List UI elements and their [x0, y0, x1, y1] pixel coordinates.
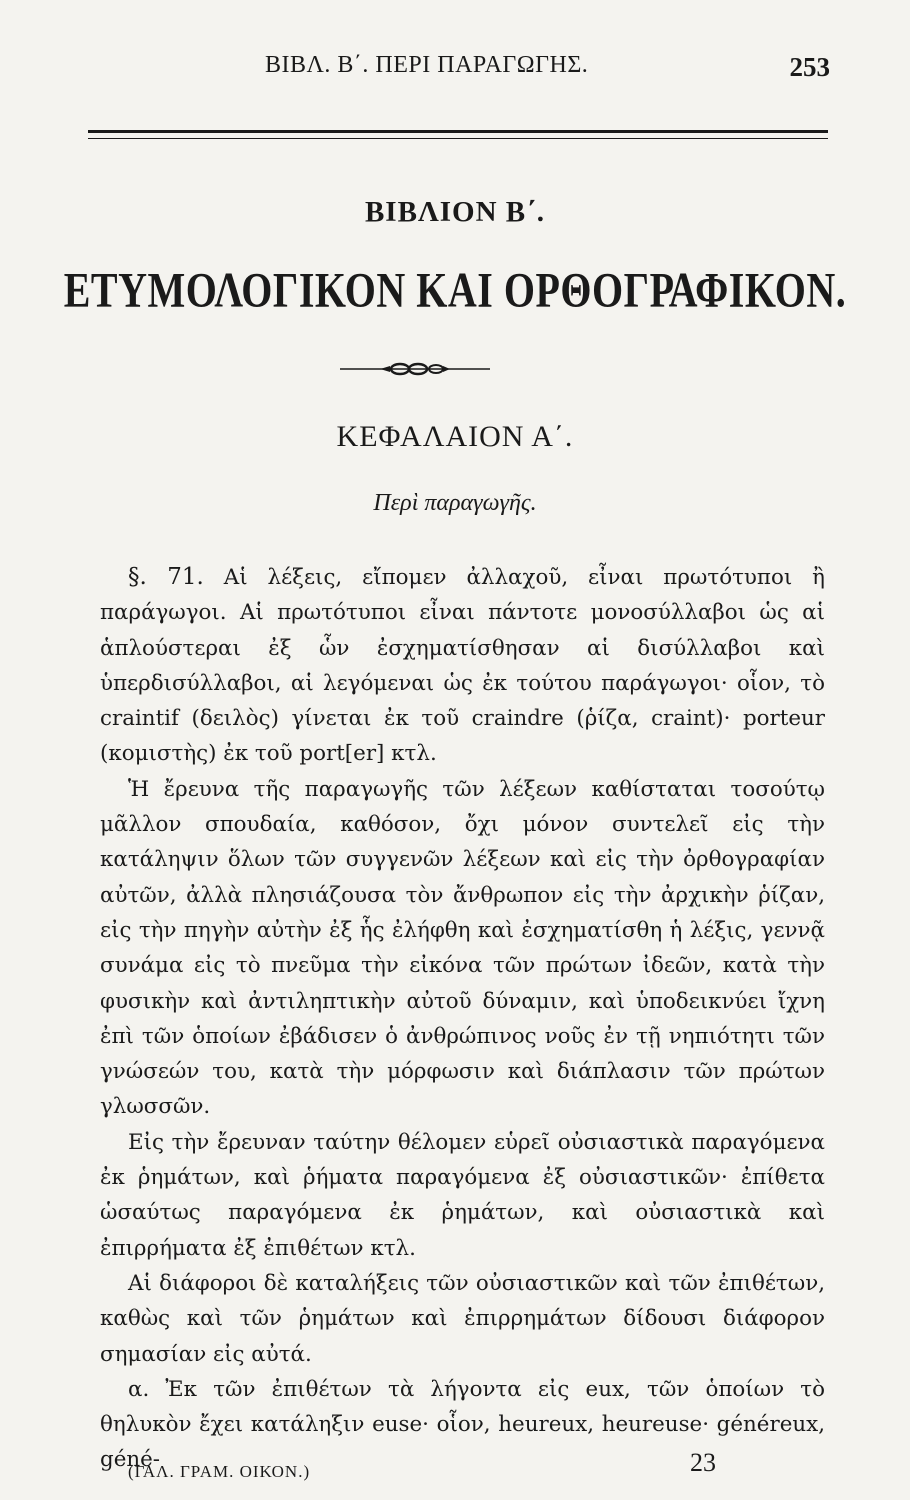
book-subtitle: ΕΤΥΜΟΛΟΓΙΚΟΝ ΚΑΙ ΟΡΘΟΓΡΑΦΙΚΟΝ.	[63, 261, 847, 318]
running-head	[90, 52, 830, 92]
paragraph: Αἱ διάφοροι δὲ καταλήξεις τῶν οὐσιαστικῶν καὶ τῶν ἐπιθέτων, καθὼς καὶ τῶν ῥημάτων καὶ ἐπιρρημάτων δίδουσι διάφορον σημασίαν εἰς αὐτά.	[100, 1270, 825, 1367]
header-rule-thin	[88, 138, 828, 139]
page-number: 253	[789, 52, 830, 82]
ornament-divider	[340, 360, 490, 378]
running-head-title: ΒΙΒΛ. Β΄. ΠΕΡΙ ΠΑΡΑΓΩΓΗΣ.	[265, 52, 589, 78]
paragraph: Εἰς τὴν ἔρευναν ταύτην θέλομεν εὑρεῖ οὐσιαστικὰ παραγόμενα ἐκ ῥημάτων, καὶ ῥήματα παραγόμενα ἐξ οὐσιαστικῶν· ἐπίθετα ὡσαύτως παραγόμενα ἐκ ῥημάτων, καὶ οὐσιαστικὰ καὶ ἐπιρρήματα ἐξ ἐπιθέτων κτλ.	[100, 1129, 825, 1261]
chapter-subtitle: Περὶ παραγωγῆς.	[373, 490, 537, 516]
paragraph	[100, 560, 825, 772]
paragraph-text: Αἱ λέξεις, εἴπομεν ἀλλαχοῦ, εἶναι πρωτότυποι ἢ παράγωγοι. Αἱ πρωτότυποι εἶναι πάντοτε μονοσύλλαβοι ὡς αἱ ἁπλούστεραι ἐξ ὧν ἐσχηματίσθησαν αἱ δισύλλαβοι καὶ ὑπερδισύλλαβοι, αἱ λεγόμεναι ὡς ἐκ τούτου παράγωγοι· οἷον, τὸ craintif (δειλὸς) γίνεται ἐκ τοῦ craindre (ῥίζα, craint)· porteur (κομιστὴς) ἐκ τοῦ port[er] κτλ.	[100, 565, 825, 767]
book-title: ΒΙΒΛΙΟΝ Β΄.	[364, 196, 546, 228]
body-text	[100, 560, 825, 1478]
signature-mark: (ΓΑΛ. ΓΡΑΜ. ΟΙΚΟΝ.)	[128, 1462, 311, 1481]
signature-number: 23	[690, 1448, 716, 1477]
paragraph: Ἡ ἔρευνα τῆς παραγωγῆς τῶν λέξεων καθίσταται τοσούτῳ μᾶλλον σπουδαία, καθόσον, ὄχι μόνον συντελεῖ εἰς τὴν κατάληψιν ὅλων τῶν συγγενῶν λέξεων καὶ εἰς τὴν ὀρθογραφίαν αὐτῶν, ἀλλὰ πλησιάζουσα τὸν ἄνθρωπον εἰς τὴν ἀρχικὴν ῥίζαν, εἰς τὴν πηγὴν αὐτὴν ἐξ ἧς ἐλήφθη καὶ ἐσχηματίσθη ἡ λέξις, γεννᾷ συνάμα εἰς τὸ πνεῦμα τὴν εἰκόνα τῶν πρώτων ἰδεῶν, κατὰ τὴν φυσικὴν καὶ ἀντιληπτικὴν αὐτοῦ δύναμιν, καὶ ὑποδεικνύει ἴχνη ἐπὶ τῶν ὁποίων ἐβάδισεν ὁ ἀνθρώπινος νοῦς ἐν τῇ νηπιότητι τῶν γνώσεών του, κατὰ τὴν μόρφωσιν καὶ διάπλασιν τῶν πρώτων γλωσσῶν.	[100, 776, 825, 1120]
paragraph: α. Ἐκ τῶν ἐπιθέτων τὰ λήγοντα εἰς eux, τῶν ὁποίων τὸ θηλυκὸν ἔχει κατάληξιν euse· οἷον, heureux, heureuse· généreux, géné-	[100, 1376, 825, 1473]
header-rule-thick	[88, 130, 828, 133]
chapter-title: ΚΕΦΑΛΑΙΟΝ Α΄.	[336, 420, 574, 453]
section-mark: §. 71.	[128, 564, 204, 590]
